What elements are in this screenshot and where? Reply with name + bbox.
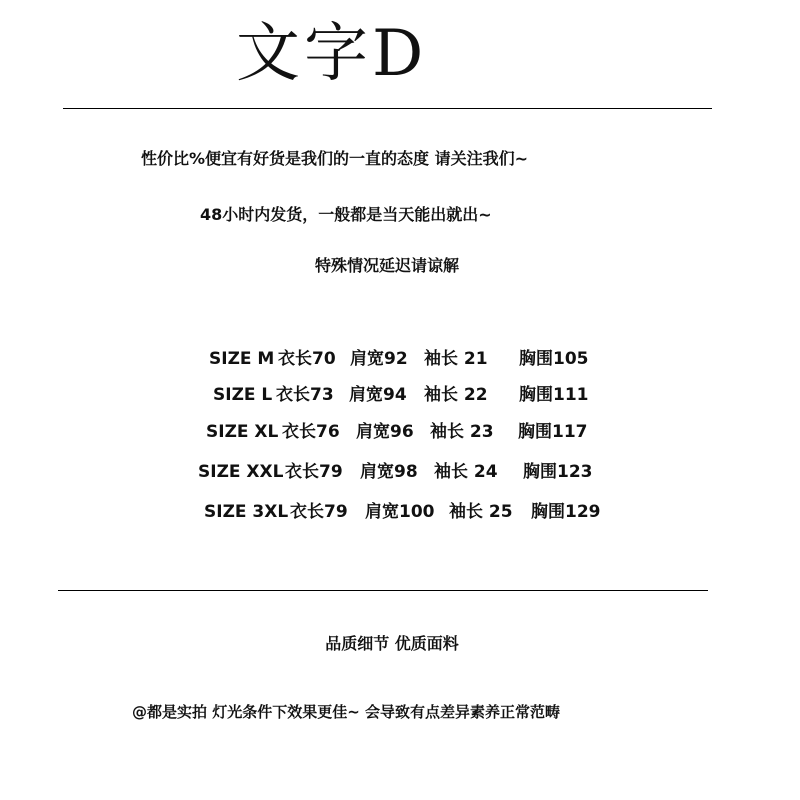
photo-note: @都是实拍 灯光条件下效果更佳~ 会导致有点差异素养正常范畴 [132,703,561,721]
chest-value: 胸围129 [531,502,601,522]
details-heading: 品质细节 优质面料 [325,634,459,653]
section-divider [58,590,708,591]
size-label: SIZE 3XL [204,502,289,522]
intro-line-delay: 特殊情况延迟请谅解 [314,256,459,275]
length-value: 衣长79 [290,502,348,522]
intro-line-shipping: 48小时内发货，一般都是当天能出就出~ [200,205,492,224]
chest-value: 胸围105 [519,349,589,369]
size-label: SIZE M [209,349,275,369]
length-value: 衣长76 [282,422,340,442]
size-label: SIZE XL [206,422,279,442]
sleeve-value: 袖长 22 [424,385,488,405]
page-title: 文字D [236,17,428,91]
chest-value: 胸围111 [519,385,589,405]
top-divider [63,108,712,109]
shoulder-value: 肩宽100 [365,502,435,522]
sleeve-value: 袖长 24 [434,462,498,482]
sleeve-value: 袖长 23 [430,422,494,442]
sleeve-value: 袖长 25 [449,502,513,522]
shoulder-value: 肩宽92 [350,349,408,369]
length-value: 衣长73 [276,385,334,405]
shoulder-value: 肩宽96 [356,422,414,442]
chest-value: 胸围117 [518,422,588,442]
chest-value: 胸围123 [523,462,593,482]
length-value: 衣长70 [278,349,336,369]
length-value: 衣长79 [285,462,343,482]
intro-line-value: 性价比%便宜有好货是我们的一直的态度 请关注我们~ [141,149,529,168]
size-label: SIZE XXL [198,462,284,482]
sleeve-value: 袖长 21 [424,349,488,369]
shoulder-value: 肩宽94 [349,385,407,405]
size-label: SIZE L [213,385,273,405]
shoulder-value: 肩宽98 [360,462,418,482]
